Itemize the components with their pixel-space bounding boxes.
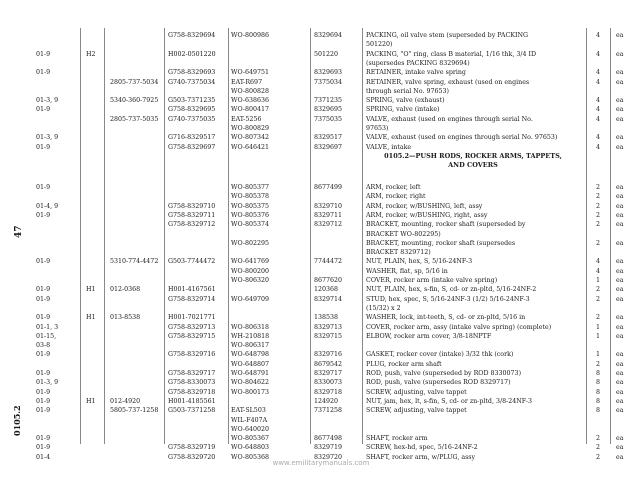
- mfr-number-cell: WO-800417: [231, 106, 270, 114]
- drawing-number-cell: 501220: [314, 50, 339, 58]
- unit-cell: ea: [616, 69, 624, 77]
- table-row: [0, 59, 638, 68]
- ord-number-cell: G758-8329714: [168, 295, 216, 303]
- fsn-cell: 5310-774-4472: [110, 258, 159, 266]
- description-cell: PLUG, rocker arm shaft: [366, 360, 442, 368]
- ord-number-cell: G758-8329720: [168, 453, 216, 461]
- qty-cell: 4: [595, 69, 600, 77]
- ref-cell: 01-15,: [36, 332, 57, 340]
- mfr-number-cell: WO-649709: [231, 295, 270, 303]
- table-row: [0, 192, 638, 201]
- drawing-number-cell: 8329713: [314, 323, 343, 331]
- ref-cell: 01-9: [36, 143, 51, 151]
- ref-cell: 01-3, 9: [36, 379, 59, 387]
- table-row: [0, 434, 638, 443]
- mfr-number-cell: EAT-5256: [231, 115, 262, 123]
- description-cell: VALVE, exhaust (used on engines through serial No.: [366, 115, 533, 123]
- ord-number-cell: G758-8329695: [168, 106, 216, 114]
- drawing-number-cell: 8329697: [314, 143, 343, 151]
- mfr-number-cell: WO-800173: [231, 388, 270, 396]
- qty-cell: 2: [595, 453, 600, 461]
- unit-cell: ea: [616, 407, 624, 415]
- description-cell: NUT, jam, hex, lt, s-fin, S, cd- or zn-pltd, 3/8-24NF-3: [366, 397, 532, 405]
- qty-cell: 1: [595, 351, 600, 359]
- code-cell: H2: [86, 50, 96, 58]
- description-cell: ROD, push, valve (superseded by ROD 8330073): [366, 370, 522, 377]
- ref-cell: 01-9: [36, 184, 51, 191]
- qty-cell: 8: [595, 397, 600, 405]
- mfr-number-cell: WO-805375: [231, 202, 270, 210]
- qty-cell: 4: [595, 32, 600, 39]
- mfr-number-cell: WO-648791: [231, 370, 270, 377]
- ord-number-cell: G758-8329719: [168, 444, 216, 452]
- drawing-number-cell: 8677499: [314, 184, 343, 191]
- table-row: [0, 388, 638, 397]
- table-row: [0, 397, 638, 406]
- description-cell: ARM, rocker, right: [366, 193, 426, 201]
- table-row: [0, 332, 638, 341]
- ord-number-cell: G716-8329517: [168, 134, 216, 142]
- ord-number-cell: G758-8329711: [168, 211, 216, 219]
- table-row: [0, 115, 638, 124]
- description-cell: ARM, rocker, left: [366, 184, 421, 191]
- unit-cell: ea: [616, 267, 624, 275]
- table-row: [0, 220, 638, 229]
- ref-cell: 01-9: [36, 388, 51, 396]
- mfr-number-cell: WO-805368: [231, 453, 270, 461]
- qty-cell: 2: [595, 435, 600, 443]
- ord-number-cell: G740-7375034: [168, 78, 216, 86]
- drawing-number-cell: 7744472: [314, 258, 343, 266]
- description-cell: ELBOW, rocker arm cover, 3/8-18NPTF: [366, 332, 492, 340]
- qty-cell: 2: [595, 360, 600, 368]
- unit-cell: ea: [616, 295, 624, 303]
- mfr-number-cell: WO-649751: [231, 69, 270, 77]
- table-row: [0, 378, 638, 387]
- section-heading: 0105.2—PUSH RODS, ROCKER ARMS, TAPPETS,: [384, 152, 562, 160]
- table-row: [0, 211, 638, 220]
- ord-number-cell: G758-8329710: [168, 202, 216, 210]
- mfr-number-cell: WO-806320: [231, 277, 270, 284]
- qty-cell: 8: [595, 388, 600, 396]
- qty-cell: 2: [595, 211, 600, 219]
- side-page-number: 47: [14, 225, 24, 238]
- table-row: [0, 105, 638, 114]
- mfr-number-cell: WO-800200: [231, 267, 270, 275]
- drawing-number-cell: 124920: [314, 397, 339, 405]
- ref-cell: 01-9: [36, 397, 51, 405]
- unit-cell: ea: [616, 50, 624, 58]
- mfr-number-cell: WO-646421: [231, 143, 270, 151]
- ref-cell: 01-3, 9: [36, 134, 59, 142]
- mfr-number-cell: WO-641769: [231, 258, 270, 266]
- description-cell: ARM, rocker, w/BUSHING, right, assy: [366, 211, 488, 219]
- unit-cell: ea: [616, 332, 624, 340]
- table-row: [0, 78, 638, 87]
- unit-cell: ea: [616, 351, 624, 359]
- qty-cell: 4: [595, 97, 600, 105]
- mfr-number-cell: EAT-SL503: [231, 407, 266, 415]
- table-row: [0, 369, 638, 378]
- ref-cell: 01-4, 9: [36, 202, 59, 210]
- description-cell: BRACKET, mounting, rocker shaft (supersedes: [366, 239, 516, 247]
- description-cell: GASKET, rocker cover (intake) 3/32 thk (cork): [366, 351, 514, 359]
- qty-cell: 2: [595, 184, 600, 191]
- description-cell: VALVE, exhaust (used on engines through serial No. 97653): [366, 134, 558, 142]
- mfr-number-cell: WO-806317: [231, 342, 270, 350]
- code-cell: H1: [86, 286, 96, 294]
- description-cell: SPRING, valve (exhaust): [366, 97, 445, 105]
- description-cell: BRACKET WO-802295): [366, 230, 441, 238]
- table-row: [0, 341, 638, 350]
- drawing-number-cell: 8329715: [314, 332, 343, 340]
- ord-number-cell: G503-7371235: [168, 97, 216, 105]
- fsn-cell: 2805-737-5034: [110, 78, 159, 86]
- ref-cell: 01-3, 9: [36, 97, 59, 105]
- description-cell: (supersedes PACKING 8329694): [366, 59, 470, 67]
- ref-cell: 01-9: [36, 69, 51, 77]
- unit-cell: ea: [616, 397, 624, 405]
- drawing-number-cell: 120368: [314, 286, 339, 294]
- ref-cell: 01-9: [36, 106, 51, 114]
- table-row: [0, 202, 638, 211]
- fsn-cell: 013-8538: [110, 314, 141, 322]
- mfr-number-cell: WO-806318: [231, 323, 270, 331]
- unit-cell: ea: [616, 277, 624, 284]
- unit-cell: ea: [616, 360, 624, 368]
- table-row: [0, 248, 638, 257]
- description-cell: WASHER, flat, sp, 5/16 in: [366, 267, 448, 275]
- drawing-number-cell: 8329719: [314, 444, 343, 452]
- table-row: [0, 50, 638, 59]
- mfr-number-cell: WO-805377: [231, 184, 270, 191]
- drawing-number-cell: 8329720: [314, 453, 343, 461]
- qty-cell: 4: [595, 78, 600, 86]
- ref-cell: 03-8: [36, 342, 51, 350]
- drawing-number-cell: 8329711: [314, 211, 343, 219]
- mfr-number-cell: WO-800828: [231, 87, 270, 95]
- unit-cell: ea: [616, 184, 624, 191]
- table-row: [0, 183, 638, 192]
- qty-cell: 2: [595, 295, 600, 303]
- unit-cell: ea: [616, 211, 624, 219]
- unit-cell: ea: [616, 115, 624, 123]
- ref-cell: 01-4: [36, 453, 51, 461]
- ref-cell: 01-9: [36, 50, 51, 58]
- description-cell: BRACKET, mounting, rocker shaft (superseded by: [366, 221, 526, 229]
- qty-cell: 2: [595, 202, 600, 210]
- table-row: [0, 285, 638, 294]
- description-cell: NUT, PLAIN, hex, s-fin, S, cd- or zn-pltd, 5/16-24NF-2: [366, 286, 537, 294]
- code-cell: H1: [86, 314, 96, 322]
- fsn-cell: 012-0368: [110, 286, 141, 294]
- table-row: [0, 267, 638, 276]
- mfr-number-cell: WO-807342: [231, 134, 270, 142]
- drawing-number-cell: 8679542: [314, 360, 343, 368]
- side-section-id: 0105.2: [12, 405, 22, 436]
- unit-cell: ea: [616, 453, 624, 461]
- ref-cell: 01-9: [36, 444, 51, 452]
- ref-cell: 01-9: [36, 407, 51, 415]
- description-cell: SCREW, hex-hd, spec, 5/16-24NF-2: [366, 444, 478, 452]
- description-cell: (15/32) x 2: [366, 304, 401, 312]
- table-row: [0, 230, 638, 239]
- mfr-number-cell: EAT-R697: [231, 78, 263, 86]
- unit-cell: ea: [616, 221, 624, 229]
- qty-cell: 8: [595, 407, 600, 415]
- fsn-cell: 5805-737-1258: [110, 407, 159, 415]
- ord-number-cell: G758-8329717: [168, 370, 216, 377]
- drawing-number-cell: 8329517: [314, 134, 343, 142]
- unit-cell: ea: [616, 97, 624, 105]
- qty-cell: 2: [595, 314, 600, 322]
- drawing-number-cell: 8329695: [314, 106, 343, 114]
- ord-number-cell: H001-4185561: [168, 397, 216, 405]
- ref-cell: 01-9: [36, 295, 51, 303]
- ord-number-cell: G758-8329693: [168, 69, 216, 77]
- unit-cell: ea: [616, 314, 624, 322]
- mfr-number-cell: WO-648807: [231, 360, 270, 368]
- qty-cell: 2: [595, 193, 600, 201]
- ref-cell: 01-9: [36, 286, 51, 294]
- description-cell: ARM, rocker, w/BUSHING, left, assy: [366, 202, 483, 210]
- drawing-number-cell: 8677620: [314, 277, 343, 284]
- drawing-number-cell: 7375034: [314, 78, 343, 86]
- ref-cell: 01-9: [36, 211, 51, 219]
- mfr-number-cell: WO-802295: [231, 239, 270, 247]
- description-cell: RETAINER, intake valve spring: [366, 69, 466, 77]
- unit-cell: ea: [616, 202, 624, 210]
- qty-cell: 4: [595, 106, 600, 114]
- table-row: [0, 443, 638, 452]
- qty-cell: 4: [595, 134, 600, 142]
- drawing-number-cell: 8329718: [314, 388, 343, 396]
- drawing-number-cell: 8330073: [314, 379, 343, 387]
- mfr-number-cell: WO-805376: [231, 211, 270, 219]
- ord-number-cell: G758-8329715: [168, 332, 216, 340]
- qty-cell: 1: [595, 332, 600, 340]
- unit-cell: ea: [616, 32, 624, 39]
- mfr-number-cell: WH-210818: [231, 332, 270, 340]
- table-row: [0, 304, 638, 313]
- qty-cell: 4: [595, 267, 600, 275]
- ord-number-cell: G758-8329718: [168, 388, 216, 396]
- qty-cell: 8: [595, 379, 600, 387]
- mfr-number-cell: WO-805378: [231, 193, 270, 201]
- table-row: [0, 87, 638, 96]
- ref-cell: 01-9: [36, 258, 51, 266]
- table-row: [0, 313, 638, 322]
- unit-cell: ea: [616, 286, 624, 294]
- unit-cell: ea: [616, 258, 624, 266]
- table-row: [0, 40, 638, 49]
- description-cell: SPRING, valve (intake): [366, 106, 440, 114]
- mfr-number-cell: WIL-F407A: [231, 416, 268, 424]
- description-cell: SHAFT, rocker arm, w/PLUG, assy: [366, 453, 476, 461]
- qty-cell: 4: [595, 143, 600, 151]
- table-row: [0, 425, 638, 434]
- table-row: [0, 416, 638, 425]
- description-cell: VALVE, intake: [366, 143, 412, 151]
- mfr-number-cell: WO-805367: [231, 435, 270, 443]
- description-cell: BRACKET 8329712): [366, 249, 431, 257]
- ref-cell: 01-9: [36, 435, 51, 443]
- code-cell: H1: [86, 397, 96, 405]
- table-row: [0, 406, 638, 415]
- mfr-number-cell: WO-805374: [231, 221, 270, 229]
- description-cell: 501220): [366, 41, 393, 49]
- drawing-number-cell: 8329712: [314, 221, 343, 229]
- table-row: [0, 133, 638, 142]
- description-cell: COVER, rocker arm, assy (intake valve spring) (complete): [366, 323, 552, 331]
- unit-cell: ea: [616, 323, 624, 331]
- qty-cell: 2: [595, 286, 600, 294]
- unit-cell: ea: [616, 78, 624, 86]
- description-cell: NUT, PLAIN, hex, S, 5/16-24NF-3: [366, 258, 473, 266]
- description-cell: through serial No. 97653): [366, 87, 449, 95]
- drawing-number-cell: 8329710: [314, 202, 343, 210]
- ref-cell: 01-9: [36, 314, 51, 322]
- table-row: [0, 276, 638, 285]
- ord-number-cell: G503-7744472: [168, 258, 216, 266]
- drawing-number-cell: 8329694: [314, 32, 343, 39]
- unit-cell: ea: [616, 134, 624, 142]
- watermark: www.emilitarymanuals.com: [272, 459, 370, 467]
- description-cell: PACKING, oil valve stem (superseded by PACKING: [366, 32, 529, 39]
- mfr-number-cell: WO-640020: [231, 425, 270, 433]
- drawing-number-cell: 8677498: [314, 435, 343, 443]
- unit-cell: ea: [616, 379, 624, 387]
- mfr-number-cell: WO-648803: [231, 444, 270, 452]
- table-row: [0, 31, 638, 40]
- qty-cell: 1: [595, 277, 600, 284]
- ord-number-cell: G758-8329716: [168, 351, 216, 359]
- description-cell: PACKING, "O" ring, class B material, 1/16 thk, 3/4 ID: [366, 50, 536, 58]
- unit-cell: ea: [616, 143, 624, 151]
- ord-number-cell: G740-7375035: [168, 115, 216, 123]
- drawing-number-cell: 8329717: [314, 370, 343, 377]
- ord-number-cell: G503-7371258: [168, 407, 216, 415]
- table-row: [0, 350, 638, 359]
- description-cell: STUD, hex, spec, S, 5/16-24NF-3 (1/2) 5/16-24NF-3: [366, 295, 530, 303]
- qty-cell: 2: [595, 239, 600, 247]
- table-row: [0, 124, 638, 133]
- description-cell: SHAFT, rocker arm: [366, 435, 428, 443]
- ord-number-cell: G758-8329694: [168, 32, 216, 39]
- ord-number-cell: G758-8329713: [168, 323, 216, 331]
- ord-number-cell: H002-0501220: [168, 50, 216, 58]
- drawing-number-cell: 7371258: [314, 407, 343, 415]
- qty-cell: 4: [595, 115, 600, 123]
- drawing-number-cell: 138538: [314, 314, 339, 322]
- drawing-number-cell: 7371235: [314, 97, 343, 105]
- mfr-number-cell: WO-648798: [231, 351, 270, 359]
- table-row: [0, 295, 638, 304]
- unit-cell: ea: [616, 370, 624, 377]
- unit-cell: ea: [616, 106, 624, 114]
- description-cell: ROD, push, valve (supersedes ROD 8329717): [366, 379, 511, 387]
- drawing-number-cell: 8329693: [314, 69, 343, 77]
- mfr-number-cell: WO-800986: [231, 32, 270, 39]
- fsn-cell: 2805-737-5035: [110, 115, 159, 123]
- drawing-number-cell: 8329716: [314, 351, 343, 359]
- qty-cell: 4: [595, 258, 600, 266]
- description-cell: SCREW, adjusting, valve tappet: [366, 388, 467, 396]
- table-row: [0, 360, 638, 369]
- unit-cell: ea: [616, 388, 624, 396]
- ref-cell: 01-9: [36, 351, 51, 359]
- description-cell: 97653): [366, 125, 389, 132]
- description-cell: SCREW, adjusting, valve tappet: [366, 407, 467, 415]
- ord-number-cell: G758-8329697: [168, 143, 216, 151]
- ref-cell: 01-9: [36, 370, 51, 377]
- qty-cell: 1: [595, 323, 600, 331]
- mfr-number-cell: WO-804622: [231, 379, 270, 387]
- qty-cell: 8: [595, 370, 600, 377]
- mfr-number-cell: WO-638636: [231, 97, 270, 105]
- unit-cell: ea: [616, 435, 624, 443]
- table-row: [0, 323, 638, 332]
- qty-cell: 2: [595, 221, 600, 229]
- ord-number-cell: H001-7021771: [168, 314, 216, 322]
- qty-cell: 4: [595, 50, 600, 58]
- table-row: [0, 239, 638, 248]
- ord-number-cell: G758-8330073: [168, 379, 216, 387]
- ref-cell: 01-1, 3: [36, 323, 59, 331]
- qty-cell: 2: [595, 444, 600, 452]
- table-row: [0, 68, 638, 77]
- description-cell: COVER, rocker arm (intake valve spring): [366, 277, 498, 284]
- drawing-number-cell: 8329714: [314, 295, 343, 303]
- unit-cell: ea: [616, 239, 624, 247]
- description-cell: WASHER, lock, int-teeth, S, cd- or zn-pltd, 5/16 in: [366, 314, 526, 322]
- fsn-cell: 012-4920: [110, 397, 141, 405]
- ord-number-cell: H001-4167561: [168, 286, 216, 294]
- unit-cell: ea: [616, 193, 624, 201]
- fsn-cell: 5340-360-7925: [110, 97, 159, 105]
- mfr-number-cell: WO-800829: [231, 125, 270, 132]
- table-row: [0, 143, 638, 152]
- description-cell: RETAINER, valve spring, exhaust (used on engines: [366, 78, 530, 86]
- table-row: [0, 257, 638, 266]
- table-row: [0, 96, 638, 105]
- drawing-number-cell: 7375035: [314, 115, 343, 123]
- unit-cell: ea: [616, 444, 624, 452]
- ord-number-cell: G758-8329712: [168, 221, 216, 229]
- section-heading: AND COVERS: [448, 161, 498, 169]
